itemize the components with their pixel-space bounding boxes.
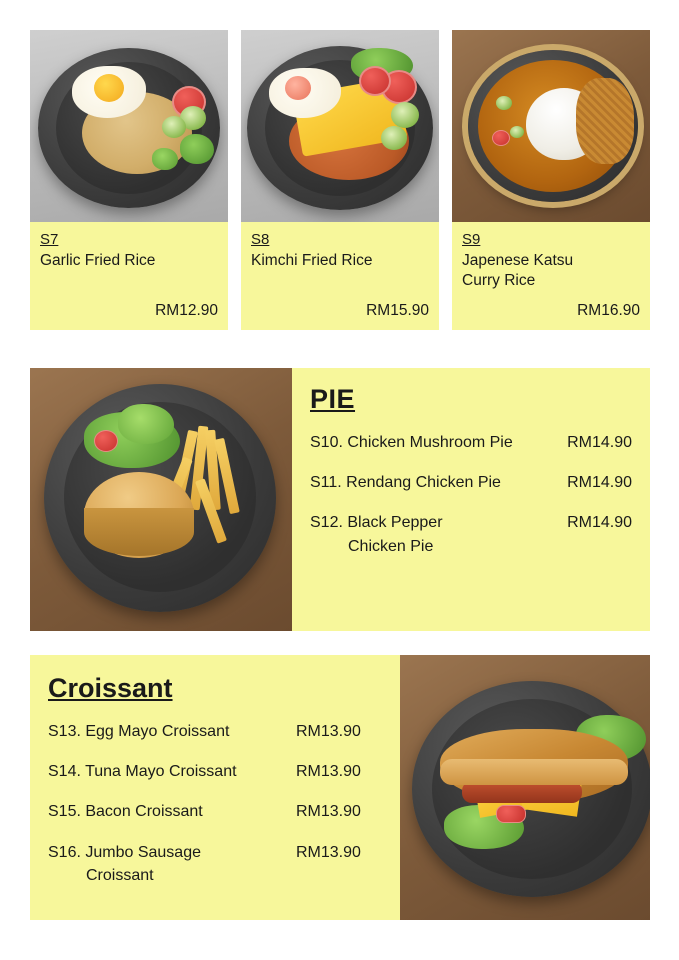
croissant-item-label-line1: S16. Jumbo Sausage xyxy=(48,843,201,861)
pie-item-label xyxy=(310,511,567,559)
item-price: RM15.90 xyxy=(366,301,429,319)
pie-section xyxy=(30,368,650,631)
menu-card-s7-info xyxy=(30,222,228,330)
croissant-item[interactable] xyxy=(48,800,386,823)
croissant-section-title: Croissant xyxy=(48,673,173,703)
japanese-katsu-curry-rice-photo xyxy=(452,30,650,222)
rice-section xyxy=(30,30,650,330)
item-name: Garlic Fried Rice xyxy=(40,252,156,270)
pie-item-label: S10. Chicken Mushroom Pie xyxy=(310,434,513,451)
sausage-croissant-photo xyxy=(400,655,650,920)
croissant-item[interactable] xyxy=(48,760,386,783)
pie-item-price: RM14.90 xyxy=(567,514,632,531)
pie-item[interactable] xyxy=(310,471,632,495)
croissant-item[interactable] xyxy=(48,720,386,743)
item-price: RM16.90 xyxy=(577,301,640,319)
pie-info xyxy=(292,368,650,631)
item-name-line2: Curry Rice xyxy=(462,272,536,290)
pie-item-label-line2: Chicken Pie xyxy=(348,538,434,555)
croissant-item-label-line2: Croissant xyxy=(86,866,154,884)
croissant-item-price: RM13.90 xyxy=(296,803,361,821)
croissant-item-price: RM13.90 xyxy=(296,723,361,740)
pie-item[interactable] xyxy=(310,431,632,455)
pie-item-label: S11. Rendang Chicken Pie xyxy=(310,474,501,491)
pie-item-price: RM14.90 xyxy=(567,434,632,451)
menu-card-s9-info xyxy=(452,222,650,330)
item-code: S9 xyxy=(462,231,481,248)
pie-item-label-line1: S12. Black Pepper xyxy=(310,514,443,531)
menu-card-s8[interactable] xyxy=(241,30,439,330)
item-name: Kimchi Fried Rice xyxy=(251,252,373,270)
item-name xyxy=(462,251,640,291)
menu-card-s9[interactable] xyxy=(452,30,650,330)
pie-item[interactable] xyxy=(310,511,632,559)
item-price: RM12.90 xyxy=(155,301,218,319)
croissant-item-label: S14. Tuna Mayo Croissant xyxy=(48,763,237,781)
croissant-item-price: RM13.90 xyxy=(296,843,361,861)
menu-card-s8-info xyxy=(241,222,439,330)
croissant-section xyxy=(30,655,650,920)
menu-card-s7[interactable] xyxy=(30,30,228,330)
pie-item-price: RM14.90 xyxy=(567,474,632,491)
item-code: S8 xyxy=(251,231,270,248)
garlic-fried-rice-photo xyxy=(30,30,228,222)
chicken-pie-with-fries-photo xyxy=(30,368,292,631)
croissant-info xyxy=(30,655,400,920)
croissant-item-label: S15. Bacon Croissant xyxy=(48,803,203,821)
croissant-item[interactable] xyxy=(48,841,386,887)
croissant-item-price: RM13.90 xyxy=(296,763,361,781)
kimchi-fried-rice-photo xyxy=(241,30,439,222)
item-code: S7 xyxy=(40,231,59,248)
croissant-item-label xyxy=(48,841,296,887)
pie-section-title: PIE xyxy=(310,384,356,414)
croissant-item-label: S13. Egg Mayo Croissant xyxy=(48,723,230,740)
item-name-line1: Japenese Katsu xyxy=(462,252,574,270)
